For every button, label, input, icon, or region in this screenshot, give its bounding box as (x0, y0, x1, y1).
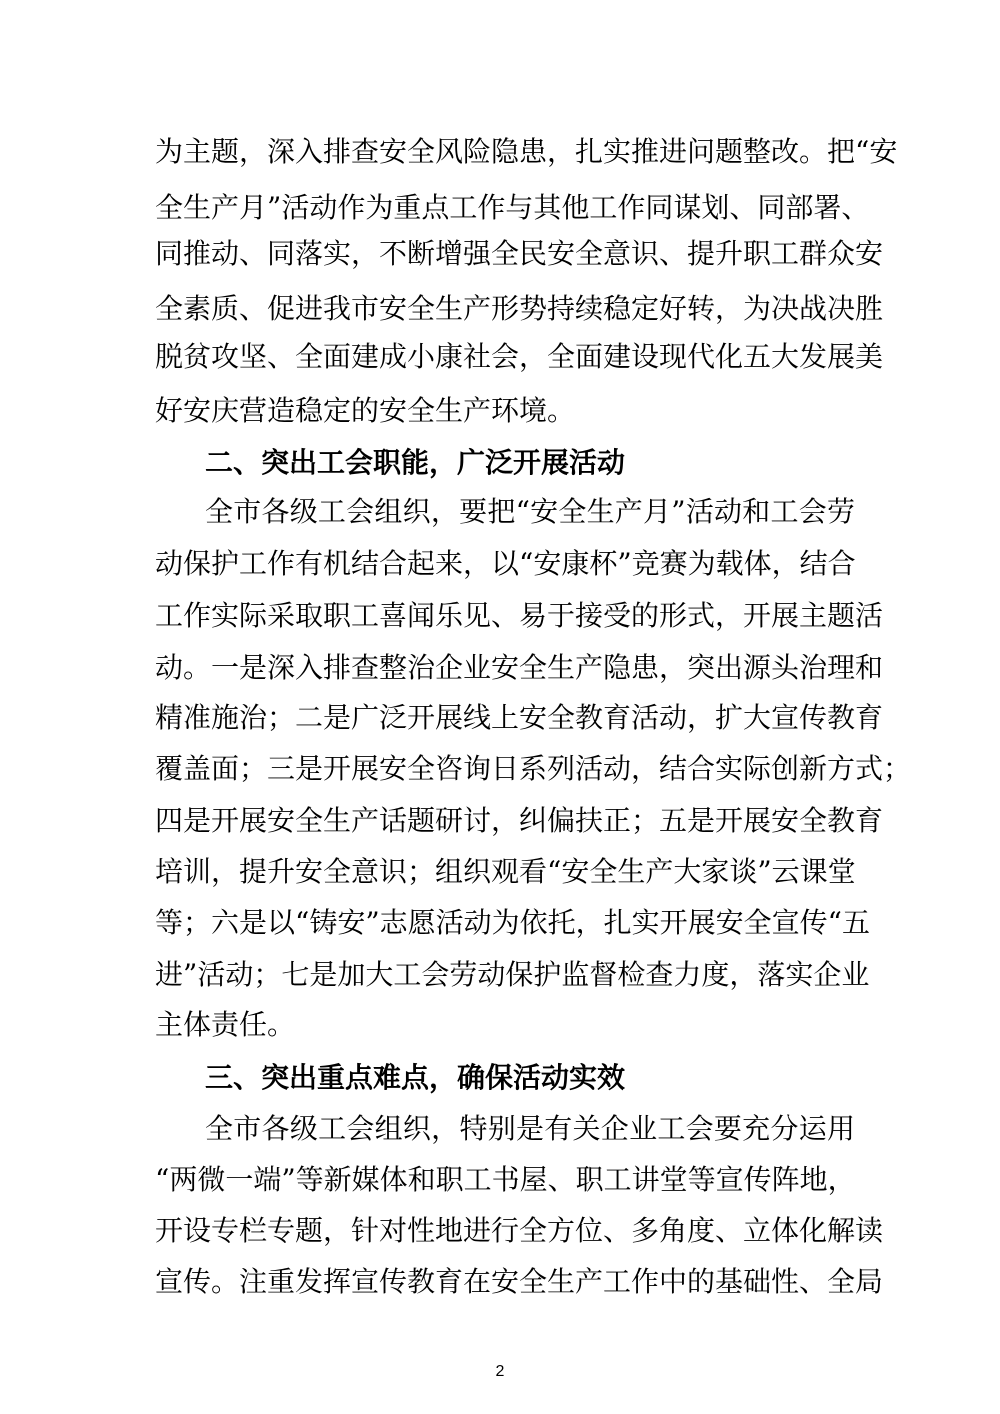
paragraph-line: 全生产月”活动作为重点工作与其他工作同谋划、同部署、 (155, 191, 870, 224)
paragraph-line: 开设专栏专题，针对性地进行全方位、多角度、立体化解读 (155, 1214, 884, 1247)
page-number: 2 (495, 1363, 505, 1380)
paragraph-line: 宣传。注重发挥宣传教育在安全生产工作中的基础性、全局 (155, 1265, 884, 1298)
paragraph-line: 好安庆营造稳定的安全生产环境。 (155, 394, 576, 427)
paragraph-line: 全素质、促进我市安全生产形势持续稳定好转，为决战决胜 (155, 292, 884, 325)
section-heading-2: 二、突出工会职能，广泛开展活动 (205, 446, 626, 479)
paragraph-line: 全市各级工会组织，特别是有关企业工会要充分运用 (205, 1112, 855, 1145)
paragraph-line: 全市各级工会组织，要把“安全生产月”活动和工会劳 (205, 495, 855, 528)
paragraph-line: 同推动、同落实，不断增强全民安全意识、提升职工群众安 (155, 237, 884, 270)
paragraph-line: 等；六是以“铸安”志愿活动为依托，扎实开展安全宣传“五 (155, 906, 870, 939)
paragraph-line: 精准施治；二是广泛开展线上安全教育活动，扩大宣传教育 (155, 701, 884, 734)
paragraph-line: 主体责任。 (155, 1008, 296, 1041)
paragraph-line: 四是开展安全生产话题研讨，纠偏扶正；五是开展安全教育 (155, 804, 884, 837)
paragraph-line: “两微一端”等新媒体和职工书屋、职工讲堂等宣传阵地， (155, 1163, 856, 1196)
paragraph-line: 动保护工作有机结合起来，以“安康杯”竞赛为载体，结合 (155, 547, 856, 580)
paragraph-line: 覆盖面；三是开展安全咨询日系列活动，结合实际创新方式； (155, 752, 912, 785)
paragraph-line: 进”活动；七是加大工会劳动保护监督检查力度，落实企业 (155, 958, 870, 991)
paragraph-line: 为主题，深入排查安全风险隐患，扎实推进问题整改。把“安 (155, 135, 898, 168)
paragraph-line: 动。一是深入排查整治企业安全生产隐患，突出源头治理和 (155, 651, 884, 684)
paragraph-line: 培训，提升安全意识；组织观看“安全生产大家谈”云课堂 (155, 855, 856, 888)
section-heading-3: 三、突出重点难点，确保活动实效 (205, 1061, 626, 1094)
paragraph-line: 工作实际采取职工喜闻乐见、易于接受的形式，开展主题活 (155, 599, 884, 632)
paragraph-line: 脱贫攻坚、全面建成小康社会，全面建设现代化五大发展美 (155, 340, 884, 373)
